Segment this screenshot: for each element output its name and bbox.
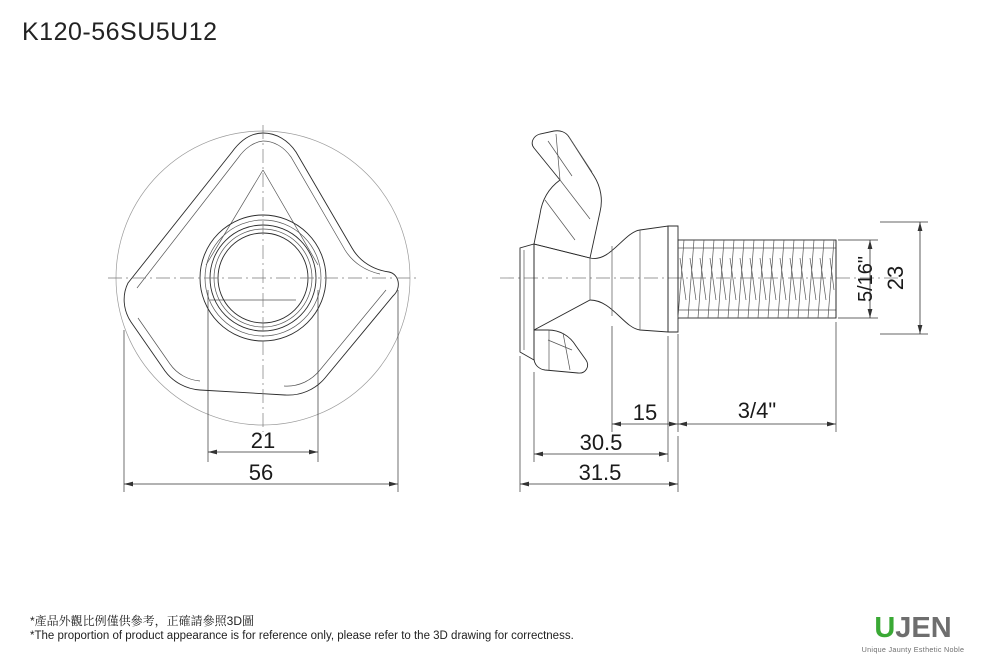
footnote-english: *The proportion of product appearance is for reference only, please refer to the 3D drawing for correctness. <box>30 630 574 642</box>
dimension-56: 56 <box>248 460 274 485</box>
dimension-30-5: 30.5 <box>579 430 623 455</box>
dimension-23: 23 <box>883 265 908 291</box>
front-view <box>108 125 418 432</box>
side-view <box>500 131 900 373</box>
logo-letters-jen: JEN <box>895 612 952 644</box>
dimension-15: 15 <box>632 400 658 425</box>
dimension-three-quarter-inch: 3/4" <box>737 398 777 423</box>
page-title: K120-56SU5U12 <box>22 18 218 46</box>
logo-letter-u: U <box>874 612 896 644</box>
dimension-five-sixteenth-inch: 5/16" <box>855 255 877 303</box>
logo-tagline: Unique Jaunty Esthetic Noble <box>861 645 965 654</box>
dimension-31-5: 31.5 <box>578 460 622 485</box>
side-view-dimensions <box>520 222 928 492</box>
footnote-chinese: *產品外觀比例僅供參考，正確請參照3D圖 <box>30 614 255 628</box>
logo-wordmark <box>843 614 983 643</box>
company-logo <box>843 614 983 654</box>
dimension-21: 21 <box>250 428 276 453</box>
